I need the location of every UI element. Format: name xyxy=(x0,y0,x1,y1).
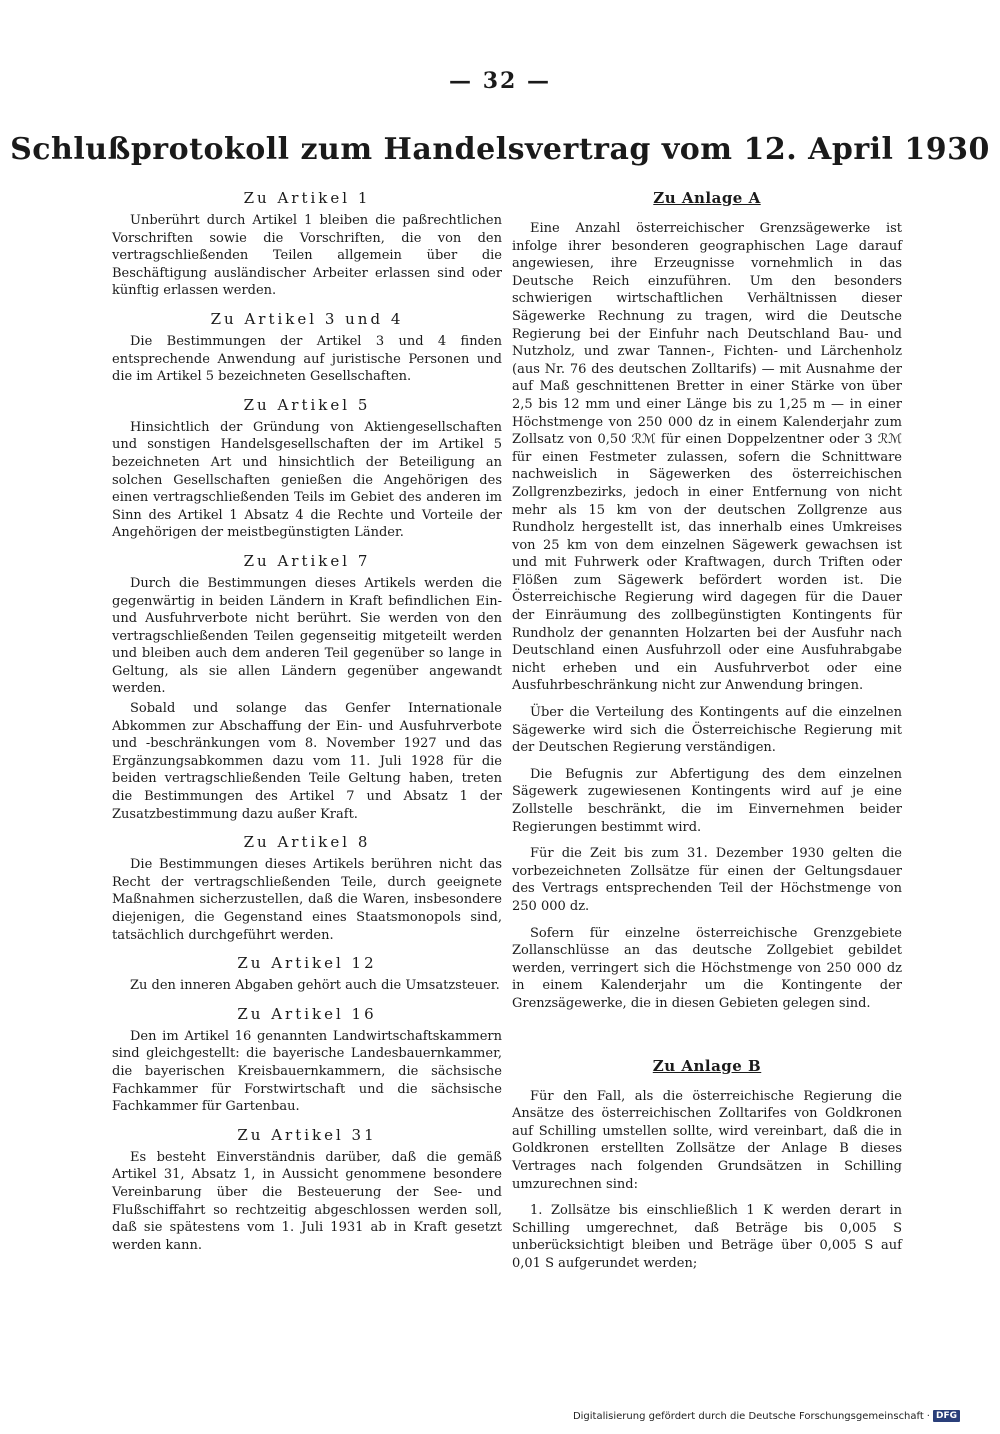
section-paragraph: Die Bestimmungen der Artikel 3 und 4 finden entsprechende Anwendung auf juristische Personen und die im Artikel 5 bezeichneten Gesellschaften. xyxy=(112,333,502,385)
section-paragraph: Zu den inneren Abgaben gehört auch die Umsatzsteuer. xyxy=(130,978,500,994)
section-paragraph: Sofern für einzelne österreichische Grenzgebiete Zollanschlüsse an das deutsche Zollgebiet gebildet werden, verringert sich die Höchstmenge von 250 000 dz in einem Kalenderjahr um die Kontingente der Grenzsägewerke, die in diesen Gebieten gelegen sind. xyxy=(512,925,902,1011)
left-column xyxy=(112,188,502,1263)
section-artikel-5 xyxy=(112,395,502,542)
section-artikel-12 xyxy=(112,953,502,995)
section-paragraph: Hinsichtlich der Gründung von Aktiengesellschaften und sonstigen Handelsgesellschaften der im Artikel 5 bezeichneten Art und hinsichtlich der Beteiligung an solchen Gesellschaften genießen die Angehörigen des einen vertragschließenden Teils im Gebiet des anderen im Sinn des Artikel 1 Absatz 4 die Rechte und Vorteile der Angehörigen der meistbegünstigten Länder. xyxy=(112,419,502,541)
section-artikel-8 xyxy=(112,832,502,944)
section-paragraph: Die Befugnis zur Abfertigung des dem einzelnen Sägewerk zugewiesenen Kontingents wird auf je eine Zollstelle beschränkt, die im Einvernehmen beider Regierungen bestimmt wird. xyxy=(512,766,902,835)
section-paragraph: Es besteht Einverständnis darüber, daß die gemäß Artikel 31, Absatz 1, in Aussicht genommene besondere Vereinbarung über die Besteuerung der See- und Flußschiffahrt so rechtzeitig abgeschlossen werden soll, daß sie spätestens vom 1. Juli 1931 ab in Kraft gesetzt werden kann. xyxy=(112,1149,502,1253)
section-anlage-b xyxy=(512,1056,902,1273)
section-heading: Zu Artikel 31 xyxy=(237,1125,377,1144)
section-heading: Zu Anlage B xyxy=(652,1056,762,1075)
section-paragraph: Sobald und solange das Genfer Internationale Abkommen zur Abschaffung der Ein- und Ausfuhrverbote und -beschränkungen vom 8. November 1927 und das Ergänzungsabkommen dazu vom 11. Juli 1928 für die beiden vertragschließenden Teile Geltung haben, treten die Bestimmungen des Artikel 7 und Absatz 1 der Zusatzbestimmung dazu außer Kraft. xyxy=(112,701,502,822)
right-column xyxy=(512,188,902,1281)
section-paragraph: Unberührt durch Artikel 1 bleiben die paßrechtlichen Vorschriften sowie die Vorschriften, die von den vertragschließenden Teilen allgemein über die Beschäftigung ausländischer Arbeiter erlassen sind oder künftig erlassen werden. xyxy=(112,213,502,299)
section-heading: Zu Anlage A xyxy=(653,189,761,207)
section-paragraph: Durch die Bestimmungen dieses Artikels werden die gegenwärtig in beiden Ländern in Kraft befindlichen Ein- und Ausfuhrverbote nicht berührt. Sie werden von den vertragschließenden Teilen gegenseitig mitgeteilt werden und bleiben auch dem anderen Teil gegenüber so lange in Geltung, als sie allen Ländern gegenüber angewandt werden. xyxy=(112,575,502,697)
section-anlage-a xyxy=(512,188,902,1013)
section-paragraph: Eine Anzahl österreichischer Grenzsägewerke ist infolge ihrer besonderen geographischen Lage darauf angewiesen, ihre Erzeugnisse vornehmlich in das Deutsche Reich einzuführen. Um den besonders schwierigen wirtschaftlichen Verhältnissen dieser Sägewerke Rechnung zu tragen, wird die Deutsche Regierung bei der Einfuhr nach Deutschland Bau- und Nutzholz, und zwar Tannen-, Fichten- und Lärchenholz (aus Nr. 76 des deutschen Zolltarifs) — mit Ausnahme der auf Maß geschnittenen Bretter in einer Stärke von über 2,5 bis 12 mm und einer Länge bis zu 1,25 m — in einer Höchstmenge von 250 000 dz in einem Kalenderjahr zum Zollsatz von 0,50 ℛℳ für einen Doppelzentner oder 3 ℛℳ für einen Festmeter zulassen, sofern die Schnittware nachweislich in Sägewerken des österreichischen Zollgrenzbezirks, jedoch in einer Entfernung von nicht mehr als 15 km von der deutschen Zollgrenze aus Rundholz hergestellt ist, das innerhalb eines Umkreises von 25 km von dem einzelnen Sägewerk gewachsen ist und mit Fuhrwerk oder Kraftwagen, durch Triften oder Flößen zum Sägewerk befördert worden ist. Die Österreichische Regierung wird dagegen für die Dauer der Einräumung des zollbegünstigten Kontingents für Rundholz der genannten Holzarten bei der Ausfuhr nach Deutschland einen Ausfuhrzoll oder eine Ausfuhrabgabe nicht erheben und ein Ausfuhrverbot oder eine Ausfuhrbeschränkung nicht zur Anwendung bringen. xyxy=(512,221,902,694)
section-paragraph: 1. Zollsätze bis einschließlich 1 K werden derart in Schilling umgerechnet, daß Beträge bis 0,005 S unberücksichtigt bleiben und Beträge über 0,005 S auf 0,01 S aufgerundet werden; xyxy=(512,1203,902,1271)
section-heading: Zu Artikel 12 xyxy=(237,954,377,973)
section-paragraph: Für den Fall, als die österreichische Regierung die Ansätze des österreichischen Zolltarifes von Goldkronen auf Schilling umstellen sollte, wird vereinbart, daß die in Goldkronen erstellten Zollsätze der Anlage B dieses Vertrages nach folgenden Grundsätzen in Schilling umzurechnen sind: xyxy=(512,1088,902,1192)
section-artikel-3-4 xyxy=(112,309,502,386)
section-heading: Zu Artikel 3 und 4 xyxy=(210,309,404,328)
section-paragraph: Den im Artikel 16 genannten Landwirtschaftskammern sind gleichgestellt: die bayerische Landesbauernkammer, die bayerischen Kreisbauernkammern, die sächsische Fachkammer für Forstwirtschaft und die sächsische Fachkammer für Gartenbau. xyxy=(112,1028,502,1115)
section-spacer xyxy=(512,1022,902,1056)
section-heading: Zu Artikel 16 xyxy=(237,1004,377,1023)
footer-separator: · xyxy=(926,1410,930,1422)
section-heading: Zu Artikel 7 xyxy=(243,551,371,570)
section-artikel-16 xyxy=(112,1004,502,1116)
section-artikel-31 xyxy=(112,1125,502,1255)
section-heading: Zu Artikel 8 xyxy=(243,833,371,852)
page-number: — 32 — xyxy=(449,68,551,94)
section-paragraph: Die Bestimmungen dieses Artikels berühren nicht das Recht der vertragschließenden Teile, durch geeignete Maßnahmen sicherzustellen, daß die Waren, insbesondere diejenigen, die Gegenstand eines Staatsmonopols sind, tatsächlich durchgeführt werden. xyxy=(112,857,502,943)
section-heading: Zu Artikel 1 xyxy=(243,189,371,207)
page-title: Schlußprotokoll zum Handelsvertrag vom 12. April 1930 xyxy=(10,132,990,167)
section-artikel-7 xyxy=(112,551,502,823)
section-paragraph: Für die Zeit bis zum 31. Dezember 1930 gelten die vorbezeichneten Zollsätze für einen der Geltungsdauer des Vertrags entsprechenden Teil der Höchstmenge von 250 000 dz. xyxy=(512,846,902,914)
section-heading: Zu Artikel 5 xyxy=(243,395,371,414)
section-artikel-1 xyxy=(112,188,502,300)
section-paragraph: Über die Verteilung des Kontingents auf die einzelnen Sägewerke wird sich die Österreichische Regierung mit der Deutschen Regierung verständigen. xyxy=(512,705,902,756)
footer-credit xyxy=(573,1410,960,1422)
footer-credit-text: Digitalisierung gefördert durch die Deutsche Forschungsgemeinschaft xyxy=(572,1410,924,1422)
dfg-logo-icon: DFG xyxy=(933,1410,960,1422)
